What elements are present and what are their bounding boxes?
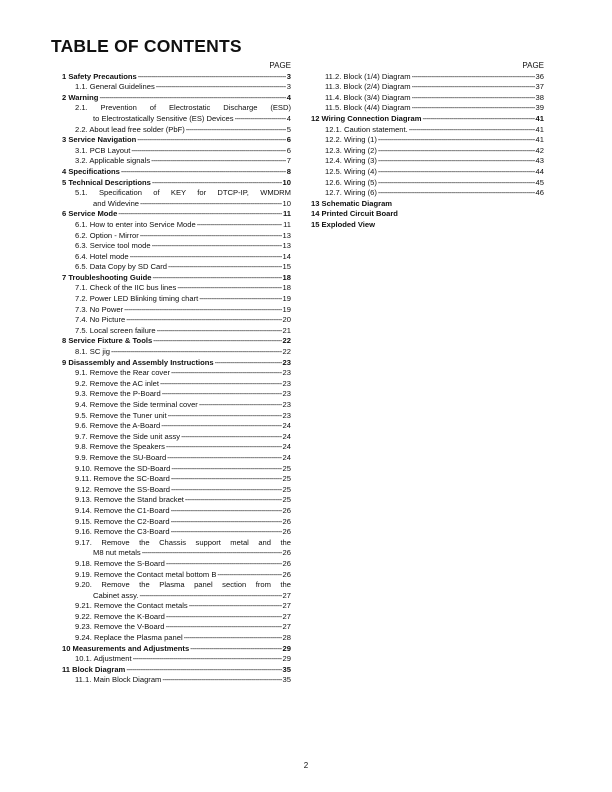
dot-leader: [121, 167, 286, 178]
toc-entry[interactable]: [58, 379, 291, 390]
toc-entry[interactable]: [58, 453, 291, 464]
toc-entry-page: 3: [286, 82, 291, 92]
toc-entry-text: 1 Safety Precautions: [62, 71, 137, 81]
toc-entry-text: 9.23. Remove the V-Board: [75, 622, 165, 632]
toc-entry[interactable]: [58, 622, 291, 633]
toc-section[interactable]: [58, 209, 291, 220]
toc-entry-page: 29: [282, 654, 291, 664]
dot-leader: [151, 156, 286, 167]
toc-entry-page: 24: [282, 452, 291, 462]
toc-entry-text: 8.1. SC jig: [75, 347, 111, 357]
toc-entry-text: 6 Service Mode: [62, 209, 118, 219]
page-title: TABLE OF CONTENTS: [51, 36, 242, 56]
toc-entry[interactable]: [58, 570, 291, 581]
toc-entry-continuation: [75, 548, 291, 559]
toc-entry[interactable]: [58, 421, 291, 432]
toc-entry[interactable]: [311, 82, 544, 93]
dot-leader: [160, 379, 282, 390]
toc-entry[interactable]: [58, 580, 291, 601]
toc-entry[interactable]: [311, 146, 544, 157]
toc-entry-text: 12 Wiring Connection Diagram: [311, 113, 422, 123]
toc-entry-page: 3: [286, 71, 291, 81]
toc-section[interactable]: [311, 114, 544, 125]
toc-entry-page: 43: [535, 156, 544, 166]
dot-leader: [184, 633, 282, 644]
toc-entry-text: 9.2. Remove the AC inlet: [75, 378, 159, 388]
toc-entry-page: 24: [282, 431, 291, 441]
dot-leader: [130, 252, 282, 263]
toc-entry-page: 39: [535, 103, 544, 113]
toc-entry-page: 23: [282, 389, 291, 399]
toc-entry-text: 11.2. Block (1/4) Diagram: [325, 71, 411, 81]
toc-entry-text: 11.4. Block (3/4) Diagram: [325, 92, 411, 102]
dot-leader: [378, 178, 535, 189]
toc-entry-text: 15 Exploded View: [311, 219, 376, 229]
toc-entry-text: 12.6. Wiring (5): [325, 177, 377, 187]
dot-leader: [152, 273, 281, 284]
page-column-header: PAGE: [269, 61, 291, 70]
toc-entry-text: 11 Block Diagram: [62, 664, 126, 674]
toc-entry[interactable]: [311, 103, 544, 114]
toc-section[interactable]: [58, 135, 291, 146]
dot-leader: [217, 570, 281, 581]
dot-leader: [156, 82, 286, 93]
toc-entry-page: 19: [282, 304, 291, 314]
dot-leader: [153, 336, 281, 347]
toc-entry[interactable]: [58, 474, 291, 485]
toc-entry-text: 3 Service Navigation: [62, 135, 137, 145]
toc-left-column: [58, 60, 291, 686]
toc-entry-text: 9.6. Remove the A-Board: [75, 421, 161, 431]
dot-leader: [131, 146, 285, 157]
dot-leader: [167, 453, 281, 464]
dot-leader: [168, 262, 282, 273]
toc-entry[interactable]: [311, 188, 544, 199]
toc-entry-text: 10.1. Adjustment: [75, 654, 132, 664]
toc-section[interactable]: [58, 93, 291, 104]
toc-entry-page: 22: [282, 336, 291, 346]
dot-leader: [422, 114, 534, 125]
toc-entry-page: 23: [282, 378, 291, 388]
toc-entry-page: 26: [282, 558, 291, 568]
dot-leader: [152, 178, 282, 189]
toc-entry[interactable]: [58, 464, 291, 475]
toc-entry-page: 8: [286, 166, 291, 176]
dot-leader: [199, 294, 281, 305]
toc-entry-page: 13: [282, 230, 291, 240]
toc-entry-page: 11: [283, 219, 291, 229]
toc-entry-page: 4: [286, 113, 291, 123]
toc-entry[interactable]: [58, 432, 291, 443]
toc-section[interactable]: [58, 72, 291, 83]
toc-entry-text: 2.2. About lead free solder (PbF): [75, 124, 185, 134]
dot-leader: [157, 326, 282, 337]
toc-entry[interactable]: [58, 411, 291, 422]
toc-entry-page: 37: [535, 82, 544, 92]
toc-section[interactable]: [58, 336, 291, 347]
toc-entry-page: 23: [282, 357, 291, 367]
dot-leader: [171, 368, 282, 379]
toc-entry-page: 15: [282, 262, 291, 272]
toc-entry[interactable]: [58, 103, 291, 124]
toc-entry-text: 9 Disassembly and Assembly Instructions: [62, 357, 214, 367]
dot-leader: [171, 464, 281, 475]
toc-entry-text: 12.4. Wiring (3): [325, 156, 377, 166]
page-column-header: PAGE: [522, 61, 544, 70]
toc-entry-page: 44: [535, 166, 544, 176]
toc-entry-text: 9.12. Remove the SS-Board: [75, 484, 170, 494]
toc-entry[interactable]: [58, 231, 291, 242]
toc-entry[interactable]: [311, 156, 544, 167]
toc-entry-page: 7: [286, 156, 291, 166]
dot-leader: [190, 644, 281, 655]
toc-list-right: [311, 72, 544, 231]
dot-leader: [137, 135, 285, 146]
toc-entry[interactable]: [58, 156, 291, 167]
toc-entry-page: 11: [282, 209, 291, 219]
toc-entry[interactable]: [58, 517, 291, 528]
dot-leader: [140, 199, 282, 210]
toc-entry-text: 4 Specifications: [62, 166, 120, 176]
dot-leader: [378, 135, 535, 146]
toc-entry-text: 3.2. Applicable signals: [75, 156, 151, 166]
dot-leader: [138, 72, 286, 83]
toc-entry-page: 25: [282, 495, 291, 505]
dot-leader: [166, 622, 282, 633]
dot-leader: [142, 548, 282, 559]
toc-entry-text: 6.3. Service tool mode: [75, 241, 151, 251]
toc-entry[interactable]: [58, 262, 291, 273]
toc-entry-text: 9.16. Remove the C3-Board: [75, 527, 170, 537]
toc-entry-text: 1.1. General Guidelines: [75, 82, 155, 92]
toc-entry-text: 9.24. Replace the Plasma panel: [75, 633, 183, 643]
toc-entry-page: 41: [535, 135, 544, 145]
toc-entry[interactable]: [58, 559, 291, 570]
toc-entry-page: 42: [535, 145, 544, 155]
toc-entry[interactable]: [311, 125, 544, 136]
dot-leader: [171, 527, 282, 538]
toc-entry-page: 19: [282, 294, 291, 304]
toc-entry-text: 6.1. How to enter into Service Mode: [75, 219, 196, 229]
toc-entry-page: 22: [282, 347, 291, 357]
toc-entry-text: 14 Printed Circuit Board: [311, 209, 398, 219]
toc-entry-text: 7.5. Local screen failure: [75, 325, 156, 335]
toc-entry[interactable]: [58, 389, 291, 400]
toc-entry-text: 9.17. Remove the Chassis support metal and the: [75, 537, 291, 547]
toc-entry-page: 25: [282, 463, 291, 473]
toc-entry[interactable]: [58, 495, 291, 506]
toc-section[interactable]: [58, 178, 291, 189]
toc-entry[interactable]: [311, 135, 544, 146]
toc-entry-text: 12.2. Wiring (1): [325, 135, 377, 145]
toc-entry[interactable]: [58, 485, 291, 496]
toc-entry-page: 35: [282, 664, 291, 674]
toc-entry-page: 26: [282, 505, 291, 515]
toc-entry-page: 27: [282, 601, 291, 611]
toc-entry-continuation: [75, 591, 291, 602]
dot-leader: [162, 675, 281, 686]
toc-entry-page: 27: [282, 590, 291, 600]
dot-leader: [168, 411, 282, 422]
toc-entry[interactable]: [58, 527, 291, 538]
page-number: 2: [303, 761, 309, 770]
toc-entry-page: 5: [286, 124, 291, 134]
toc-entry-text: 5.1. Specification of KEY for DTCP-IP, WMDRM: [75, 188, 291, 198]
toc-entry[interactable]: [58, 315, 291, 326]
toc-section[interactable]: [58, 273, 291, 284]
toc-entry-page: 25: [282, 474, 291, 484]
toc-entry-page: 41: [535, 113, 544, 123]
toc-section[interactable]: [311, 209, 544, 220]
dot-leader: [166, 559, 282, 570]
toc-entry-text: 9.5. Remove the Tuner unit: [75, 410, 167, 420]
toc-entry-page: 13: [282, 241, 291, 251]
toc-entry-page: 21: [282, 325, 291, 335]
toc-entry[interactable]: [58, 82, 291, 93]
toc-entry[interactable]: [58, 326, 291, 337]
toc-entry-page: 35: [282, 675, 291, 685]
toc-entry[interactable]: [58, 305, 291, 316]
toc-entry-text: 5 Technical Descriptions: [62, 177, 151, 187]
toc-entry-page: 29: [282, 643, 291, 653]
toc-entry[interactable]: [311, 93, 544, 104]
dot-leader: [118, 209, 282, 220]
dot-leader: [166, 442, 282, 453]
toc-entry-text-continued: to Electrostatically Sensitive (ES) Devices: [93, 113, 234, 123]
toc-entry[interactable]: [58, 347, 291, 358]
toc-entry[interactable]: [58, 654, 291, 665]
toc-entry[interactable]: [58, 400, 291, 411]
toc-entry[interactable]: [58, 252, 291, 263]
dot-leader: [412, 72, 535, 83]
toc-section[interactable]: [58, 167, 291, 178]
toc-entry[interactable]: [58, 442, 291, 453]
toc-entry-text: 11.3. Block (2/4) Diagram: [325, 82, 411, 92]
toc-entry-page: 20: [282, 315, 291, 325]
dot-leader: [140, 231, 282, 242]
toc-entry-text: 9.9. Remove the SU-Board: [75, 452, 167, 462]
toc-entry[interactable]: [58, 506, 291, 517]
toc-entry-page: 27: [282, 611, 291, 621]
dot-leader: [412, 103, 535, 114]
toc-entry-text: 9.7. Remove the Side unit assy: [75, 431, 181, 441]
toc-right-column: [311, 60, 544, 231]
toc-entry-text: 11.1. Main Block Diagram: [75, 675, 162, 685]
toc-section[interactable]: [311, 220, 544, 231]
toc-entry-text: 2.1. Prevention of Electrostatic Discharge (ESD): [75, 103, 291, 113]
dot-leader: [124, 305, 281, 316]
toc-entry-text: 9.11. Remove the SC-Board: [75, 474, 170, 484]
toc-entry-text: 7.2. Power LED Blinking timing chart: [75, 294, 199, 304]
toc-entry-page: 10: [282, 198, 291, 208]
toc-entry[interactable]: [58, 538, 291, 559]
dot-leader: [177, 283, 281, 294]
toc-entry-page: 24: [282, 442, 291, 452]
toc-entry-page: 23: [282, 368, 291, 378]
toc-entry-page: 38: [535, 92, 544, 102]
toc-entry-text: 6.2. Option - Mirror: [75, 230, 139, 240]
toc-entry[interactable]: [58, 146, 291, 157]
toc-entry[interactable]: [311, 72, 544, 83]
dot-leader: [235, 114, 286, 125]
dot-leader: [126, 665, 281, 676]
toc-entry-text: 13 Schematic Diagram: [311, 198, 393, 208]
toc-entry-page: 26: [282, 569, 291, 579]
toc-entry-page: 10: [282, 177, 291, 187]
toc-entry-text: 7 Troubleshooting Guide: [62, 272, 152, 282]
toc-entry-text: 6.5. Data Copy by SD Card: [75, 262, 168, 272]
toc-entry-text: 6.4. Hotel mode: [75, 251, 129, 261]
toc-entry-page: 18: [282, 283, 291, 293]
dot-leader: [215, 358, 282, 369]
toc-entry-page: 4: [286, 92, 291, 102]
dot-leader: [162, 389, 282, 400]
toc-entry[interactable]: [58, 125, 291, 136]
toc-entry-page: 45: [535, 177, 544, 187]
toc-entry-continuation: [75, 199, 291, 210]
toc-entry-text-continued: M8 nut metals: [93, 548, 141, 558]
toc-list-left: [58, 72, 291, 686]
toc-entry-page: 28: [282, 633, 291, 643]
dot-leader: [126, 315, 281, 326]
dot-leader: [378, 167, 535, 178]
toc-entry[interactable]: [58, 368, 291, 379]
toc-entry-page: 26: [282, 548, 291, 558]
toc-entry-text-continued: Cabinet assy.: [93, 590, 139, 600]
toc-entry-text: 9.15. Remove the C2-Board: [75, 516, 170, 526]
dot-leader: [181, 432, 281, 443]
dot-leader: [199, 400, 282, 411]
toc-entry-page: 26: [282, 527, 291, 537]
toc-entry[interactable]: [58, 283, 291, 294]
toc-entry-page: 18: [282, 272, 291, 282]
toc-entry-text: 10 Measurements and Adjustments: [62, 643, 190, 653]
dot-leader: [189, 601, 282, 612]
dot-leader: [197, 220, 282, 231]
toc-entry[interactable]: [58, 294, 291, 305]
toc-entry[interactable]: [58, 675, 291, 686]
toc-entry-text: 9.19. Remove the Contact metal bottom B: [75, 569, 217, 579]
toc-entry-text: 9.22. Remove the K-Board: [75, 611, 165, 621]
toc-entry-text: 12.5. Wiring (4): [325, 166, 377, 176]
toc-entry[interactable]: [311, 167, 544, 178]
dot-leader: [111, 347, 282, 358]
toc-section[interactable]: [58, 358, 291, 369]
toc-entry-page: 25: [282, 484, 291, 494]
dot-leader: [152, 241, 282, 252]
toc-entry-text: 7.4. No Picture: [75, 315, 126, 325]
toc-entry-text: 7.3. No Power: [75, 304, 124, 314]
toc-entry-page: 36: [535, 71, 544, 81]
toc-entry-text: 12.1. Caution statement.: [325, 124, 408, 134]
toc-entry[interactable]: [58, 220, 291, 231]
toc-entry-text: 9.3. Remove the P-Board: [75, 389, 161, 399]
dot-leader: [378, 188, 535, 199]
dot-leader: [161, 421, 281, 432]
dot-leader: [139, 591, 281, 602]
toc-entry-text: 9.20. Remove the Plasma panel section from the: [75, 580, 291, 590]
dot-leader: [409, 125, 535, 136]
dot-leader: [171, 474, 282, 485]
toc-section[interactable]: [58, 665, 291, 676]
toc-entry-text: 9.10. Remove the SD-Board: [75, 463, 171, 473]
toc-entry-page: 24: [282, 421, 291, 431]
toc-entry-text: 3.1. PCB Layout: [75, 145, 131, 155]
toc-entry-text: 2 Warning: [62, 92, 99, 102]
toc-entry-text: 7.1. Check of the IIC bus lines: [75, 283, 177, 293]
dot-leader: [378, 156, 535, 167]
toc-entry[interactable]: [58, 241, 291, 252]
toc-entry-text: 11.5. Block (4/4) Diagram: [325, 103, 411, 113]
toc-entry-text: 9.21. Remove the Contact metals: [75, 601, 188, 611]
toc-entry-page: 41: [535, 124, 544, 134]
dot-leader: [171, 506, 282, 517]
dot-leader: [171, 517, 282, 528]
toc-entry-text-continued: and Widevine: [93, 198, 140, 208]
toc-entry-page: 6: [286, 135, 291, 145]
toc-entry-text: 9.4. Remove the Side terminal cover: [75, 400, 198, 409]
toc-entry-text: 9.1. Remove the Rear cover: [75, 368, 170, 378]
dot-leader: [185, 495, 282, 506]
toc-entry-page: 6: [286, 145, 291, 155]
toc-entry-page: 46: [535, 188, 544, 198]
toc-entry[interactable]: [311, 178, 544, 189]
toc-entry-text: 12.3. Wiring (2): [325, 145, 377, 155]
toc-entry-text: 8 Service Fixture & Tools: [62, 336, 153, 346]
toc-entry-page: 23: [282, 410, 291, 420]
toc-entry-text: 12.7. Wiring (6): [325, 188, 377, 198]
toc-entry-text: 9.13. Remove the Stand bracket: [75, 495, 184, 505]
toc-entry-page: 23: [282, 400, 291, 409]
dot-leader: [166, 612, 282, 623]
dot-leader: [171, 485, 282, 496]
toc-entry-continuation: [75, 114, 291, 125]
dot-leader: [99, 93, 285, 104]
toc-entry-text: 9.14. Remove the C1-Board: [75, 505, 170, 515]
toc-entry-page: 27: [282, 622, 291, 632]
dot-leader: [378, 146, 535, 157]
toc-entry[interactable]: [58, 612, 291, 623]
toc-entry[interactable]: [58, 601, 291, 612]
toc-entry[interactable]: [58, 633, 291, 644]
toc-section[interactable]: [311, 199, 544, 210]
dot-leader: [186, 125, 286, 136]
toc-entry-text: 9.18. Remove the S-Board: [75, 558, 165, 568]
toc-section[interactable]: [58, 644, 291, 655]
toc-entry-text: 9.8. Remove the Speakers: [75, 442, 165, 452]
dot-leader: [412, 82, 535, 93]
dot-leader: [133, 654, 282, 665]
toc-entry-page: 14: [282, 251, 291, 261]
dot-leader: [412, 93, 535, 104]
toc-entry[interactable]: [58, 188, 291, 209]
toc-entry-page: 26: [282, 516, 291, 526]
